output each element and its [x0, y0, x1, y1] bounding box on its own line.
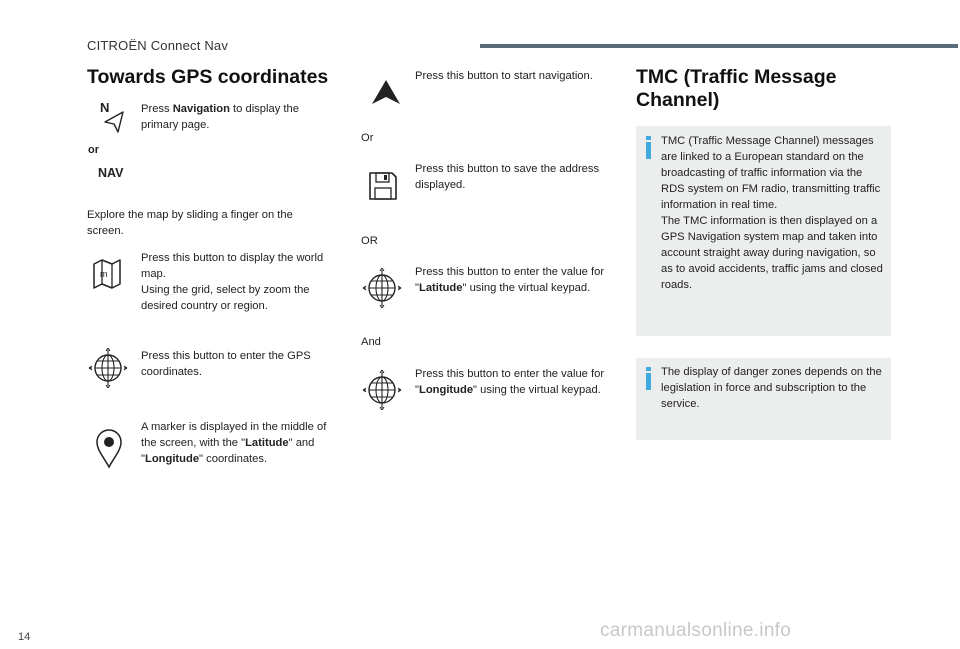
section-title-gps: Towards GPS coordinates	[87, 66, 329, 88]
globe-longitude-icon	[362, 370, 402, 415]
longitude-text: Press this button to enter the value for "Longitude" using the virtual keypad.	[415, 368, 605, 396]
explore-text: Explore the map by sliding a finger on the screen.	[87, 209, 293, 237]
world-map-icon	[88, 256, 126, 297]
section-title-tmc: TMC (Traffic Message Channel)	[636, 66, 837, 111]
gps-coord-text: Press this button to enter the GPS coordinates.	[141, 350, 311, 378]
svg-text:m: m	[100, 269, 108, 279]
globe-grid-icon	[88, 348, 128, 393]
header-rule	[480, 44, 958, 48]
world-map-text: Press this button to display the world map. Using the grid, select by zoom the desired country or region.	[141, 252, 324, 312]
info-danger-text: The display of danger zones depends on the legislation in force and subscription to the service.	[661, 366, 882, 410]
info-icon-dot	[646, 367, 651, 371]
info-tmc-paragraph-2: The TMC information is then displayed on a GPS Navigation system map and taken into account straight away during navigation, so as to avoid accidents, traffic jams and closed roads.	[661, 215, 883, 291]
north-label: N	[100, 100, 110, 115]
running-header: CITROËN Connect Nav	[87, 38, 229, 53]
marker-text: A marker is displayed in the middle of the screen, with the "Latitude" and "Longitude" coordinates.	[141, 421, 327, 465]
navigation-arrow-icon	[369, 78, 403, 111]
location-marker-icon	[94, 427, 124, 474]
save-text: Press this button to save the address displayed.	[415, 163, 600, 191]
save-icon	[366, 169, 400, 208]
watermark: carmanualsonline.info	[600, 620, 792, 641]
globe-latitude-icon	[362, 268, 402, 313]
or-label-2: Or	[361, 132, 374, 144]
start-nav-text: Press this button to start navigation.	[415, 70, 593, 82]
info-box-danger-zones	[636, 358, 891, 440]
info-icon	[646, 142, 651, 159]
info-box-tmc	[636, 126, 891, 336]
or-label-3: OR	[361, 235, 378, 247]
latitude-text: Press this button to enter the value for "Latitude" using the virtual keypad.	[415, 266, 605, 294]
and-label: And	[361, 336, 381, 348]
info-icon	[646, 373, 651, 390]
step-navigation-text: Press Navigation to display the primary page.	[141, 103, 299, 131]
info-tmc-paragraph-1: TMC (Traffic Message Channel) messages are linked to a European standard on the broadcasting of traffic information via the RDS system on FM radio, transmitting traffic information in real time.	[661, 135, 881, 211]
nav-label: NAV	[98, 166, 124, 180]
or-label: or	[88, 144, 99, 156]
info-icon-dot	[646, 136, 651, 140]
north-arrow-icon	[98, 100, 128, 134]
page-number: 14	[18, 631, 31, 643]
